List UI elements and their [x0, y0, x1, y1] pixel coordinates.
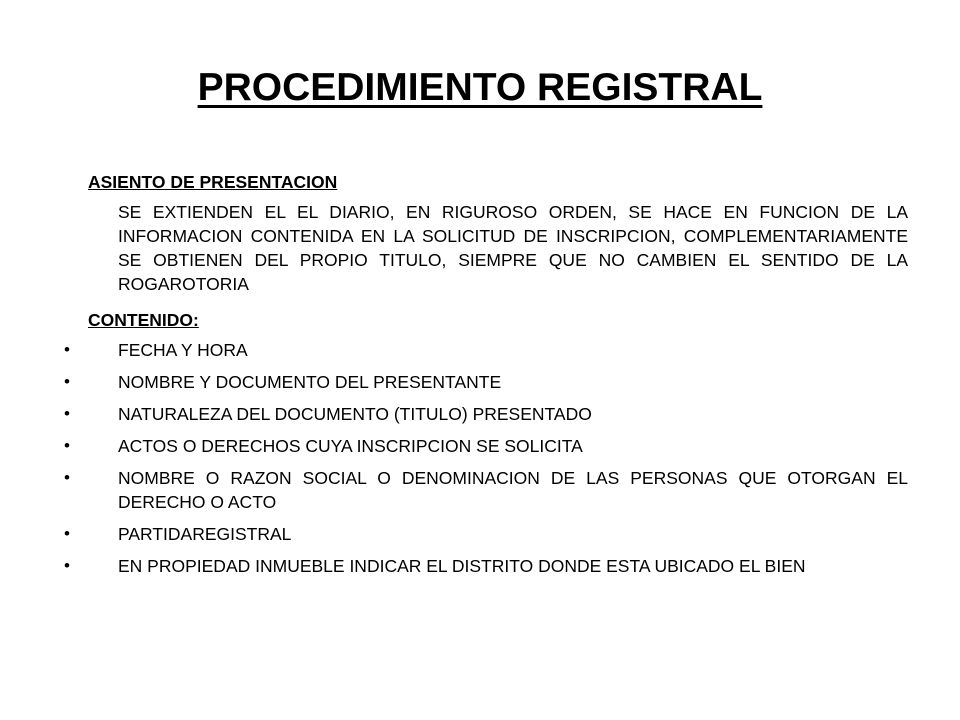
section-heading-asiento: ASIENTO DE PRESENTACION: [88, 172, 338, 192]
section-heading-contenido: CONTENIDO:: [88, 310, 199, 330]
contenido-bullet-list: [64, 338, 908, 578]
list-item-text: NATURALEZA DEL DOCUMENTO (TITULO) PRESENTADO: [118, 404, 592, 424]
bullet-icon: •: [64, 340, 70, 359]
list-item: [64, 434, 908, 458]
list-item: [64, 402, 908, 426]
list-item-text: ACTOS O DERECHOS CUYA INSCRIPCION SE SOLICITA: [118, 436, 583, 456]
bullet-icon: •: [64, 404, 70, 423]
list-item-text: NOMBRE O RAZON SOCIAL O DENOMINACION DE LAS PERSONAS QUE OTORGAN EL DERECHO O ACTO: [118, 468, 908, 512]
list-item: [64, 370, 908, 394]
list-item: [64, 338, 908, 362]
slide-title: [0, 56, 960, 120]
slide-body: [64, 170, 908, 586]
list-item: [64, 522, 908, 546]
list-item-text: EN PROPIEDAD INMUEBLE INDICAR EL DISTRITO DONDE ESTA UBICADO EL BIEN: [118, 556, 806, 576]
list-item: [64, 466, 908, 514]
bullet-icon: •: [64, 372, 70, 391]
bullet-icon: •: [64, 468, 70, 487]
list-item-text: NOMBRE Y DOCUMENTO DEL PRESENTANTE: [118, 372, 502, 392]
bullet-icon: •: [64, 524, 70, 543]
list-item-text: FECHA Y HORA: [118, 340, 248, 360]
list-item: [64, 554, 908, 578]
list-item-text: PARTIDAREGISTRAL: [118, 524, 292, 544]
section-paragraph-asiento: SE EXTIENDEN EL EL DIARIO, EN RIGUROSO ORDEN, SE HACE EN FUNCION DE LA INFORMACION CONTENIDA EN LA SOLICITUD DE INSCRIPCION, COMPLEMENTARIAMENTE SE OBTIENEN DEL PROPIO TITULO, SIEMPRE QUE NO CAMBIEN EL SENTIDO DE LA ROGAROTORIA: [118, 202, 908, 294]
bullet-icon: •: [64, 556, 70, 575]
bullet-icon: •: [64, 436, 70, 455]
slide-title-text: PROCEDIMIENTO REGISTRAL: [197, 66, 763, 109]
